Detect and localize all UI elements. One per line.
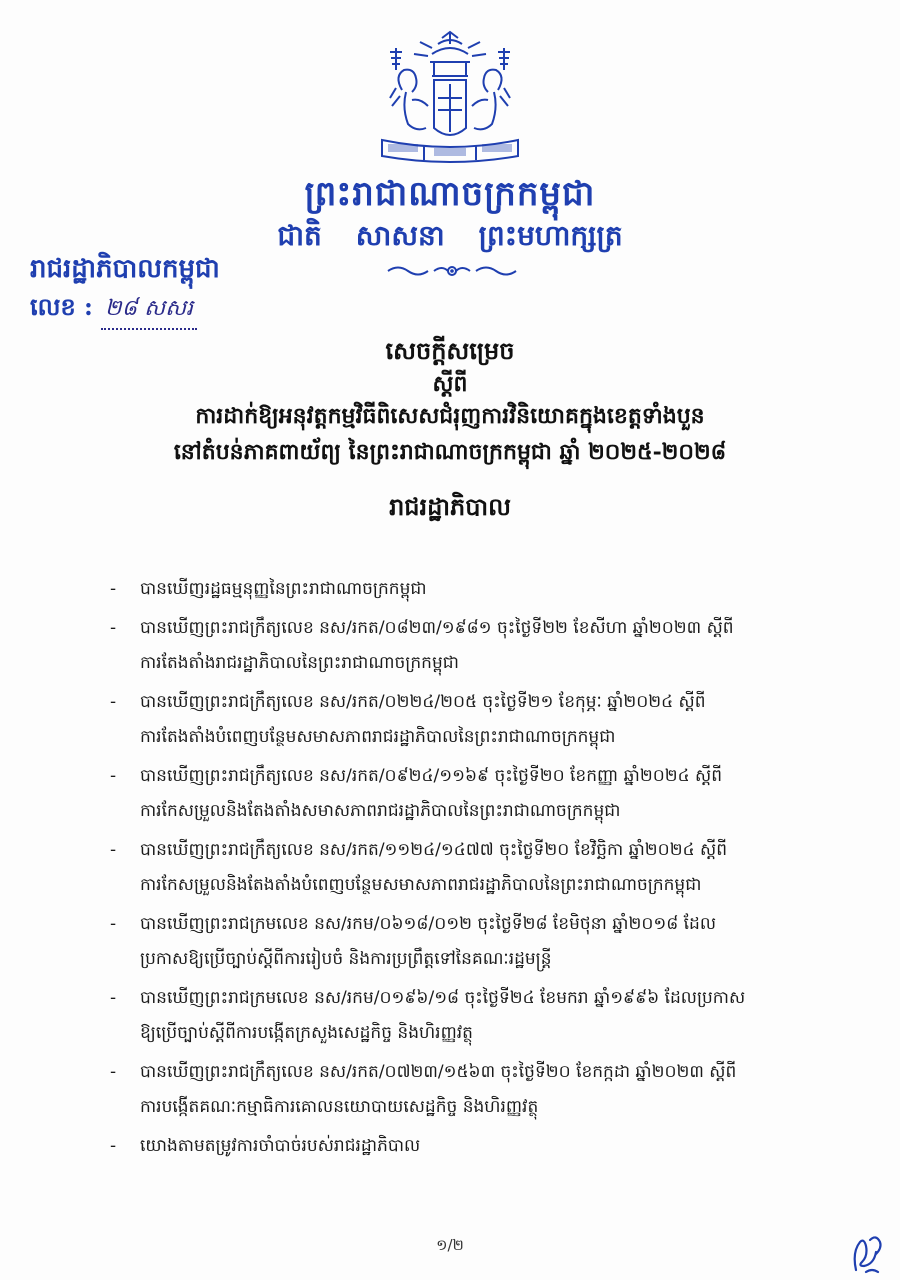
about-heading: ស្តីពី: [432, 371, 468, 397]
royal-coat-of-arms-icon: [372, 28, 528, 168]
page-number: ១/២: [436, 1236, 464, 1254]
motto-religion: សាសនា: [355, 219, 445, 252]
reference-label: លេខ :: [30, 292, 93, 321]
subject-line-2: នៅតំបន់ភាគពាយ័ព្យ នៃព្រះរាជាណាចក្រកម្ពុជា ឆ្នាំ ២០២៥-២០២៨: [173, 439, 727, 465]
list-item-text: ការកែសម្រួលនិងតែងតាំងសមាសភាពរាជរដ្ឋាភិបាលនៃព្រះរាជាណាចក្រកម្ពុជា: [140, 801, 621, 821]
list-item-text: យោងតាមតម្រូវការចាំបាច់របស់រាជរដ្ឋាភិបាល: [140, 1136, 421, 1156]
list-bullet: -: [110, 618, 117, 638]
list-item: [110, 833, 850, 903]
list-item-text: ការតែងតាំងរាជរដ្ឋាភិបាលនៃព្រះរាជាណាចក្រកម្ពុជា: [140, 653, 459, 673]
decorative-divider-icon: [384, 262, 520, 280]
list-item-text: ការតែងតាំងបំពេញបន្ថែមសមាសភាពរាជរដ្ឋាភិបាលនៃព្រះរាជាណាចក្រកម្ពុជា: [140, 727, 616, 747]
list-item-text: ប្រកាសឱ្យប្រើច្បាប់ស្តីពីការរៀបចំ និងការប្រព្រឹត្តទៅនៃគណៈរដ្ឋមន្ត្រី: [140, 949, 552, 969]
list-item: [110, 759, 850, 829]
reference-value: ២៨ សសរ: [101, 294, 197, 330]
list-item-text: បានឃើញព្រះរាជក្រឹត្យលេខ នស/រកត/០៧២៣/១៥៦៣ ចុះថ្ងៃទី២០ ខែកក្កដា ឆ្នាំ២០២៣ ស្តីពី: [140, 1062, 737, 1082]
list-bullet: -: [110, 766, 117, 786]
list-bullet: -: [110, 914, 117, 934]
list-item: [110, 907, 850, 977]
issuing-authority: រាជរដ្ឋាភិបាលកម្ពុជា: [30, 254, 220, 284]
list-item-text: បានឃើញរដ្ឋធម្មនុញ្ញនៃព្រះរាជាណាចក្រកម្ពុជា: [140, 579, 427, 599]
list-bullet: -: [110, 988, 117, 1008]
list-bullet: -: [110, 692, 117, 712]
issuing-body-heading: រាជរដ្ឋាភិបាល: [389, 492, 511, 521]
legal-basis-list: [110, 572, 850, 1164]
list-item-text: បានឃើញព្រះរាជក្រឹត្យលេខ នស/រកត/០៨២៣/១៩៨១ ចុះថ្ងៃទី២២ ខែសីហា ឆ្នាំ២០២៣ ស្តីពី: [140, 618, 734, 638]
list-item: [110, 572, 850, 607]
kingdom-title: ព្រះរាជាណាចក្រកម្ពុជា: [304, 174, 596, 214]
list-bullet: -: [110, 1136, 117, 1156]
list-bullet: -: [110, 579, 117, 599]
list-item-text: ឱ្យប្រើច្បាប់ស្តីពីការបង្កើតក្រសួងសេដ្ឋកិច្ច និងហិរញ្ញវត្ថុ: [140, 1023, 473, 1043]
list-item-text: បានឃើញព្រះរាជក្រឹត្យលេខ នស/រកត/០៩២៤/១១៦៩ ចុះថ្ងៃទី២០ ខែកញ្ញា ឆ្នាំ២០២៤ ស្តីពី: [140, 766, 723, 786]
list-item-text: បានឃើញព្រះរាជក្រមលេខ នស/រកម/០៦១៨/០១២ ចុះថ្ងៃទី២៨ ខែមិថុនា ឆ្នាំ២០១៨ ដែល: [140, 914, 717, 934]
list-item-text: បានឃើញព្រះរាជក្រមលេខ នស/រកម/០១៩៦/១៨ ចុះថ្ងៃទី២៤ ខែមករា ឆ្នាំ១៩៩៦ ដែលប្រកាស: [140, 988, 746, 1008]
motto-nation: ជាតិ: [277, 219, 322, 252]
list-item: [110, 611, 850, 681]
list-bullet: -: [110, 1062, 117, 1082]
list-bullet: -: [110, 840, 117, 860]
motto-king: ព្រះមហាក្សត្រ: [478, 219, 623, 252]
list-item: [110, 1129, 850, 1164]
subject-line-1: ការដាក់ឱ្យអនុវត្តកម្មវិធីពិសេសជំរុញការវិនិយោគក្នុងខេត្តទាំងបួន: [195, 403, 705, 429]
list-item-text: បានឃើញព្រះរាជក្រឹត្យលេខ នស/រកត/១១២៤/១៤៧៧ ចុះថ្ងៃទី២០ ខែវិច្ឆិកា ឆ្នាំ២០២៤ ស្តីពី: [140, 840, 727, 860]
list-item: [110, 685, 850, 755]
list-item-text: ការកែសម្រួលនិងតែងតាំងបំពេញបន្ថែមសមាសភាពរាជរដ្ឋាភិបាលនៃព្រះរាជាណាចក្រកម្ពុជា: [140, 875, 702, 895]
list-item-text: ការបង្កើតគណៈកម្មាធិការគោលនយោបាយសេដ្ឋកិច្ច និងហិរញ្ញវត្ថុ: [140, 1097, 539, 1117]
list-item: [110, 1055, 850, 1125]
list-item: [110, 981, 850, 1051]
reference-number: [30, 292, 197, 330]
document-type-heading: សេចក្តីសម្រេច: [385, 336, 515, 365]
list-item-text: បានឃើញព្រះរាជក្រឹត្យលេខ នស/រកត/០២២៤/២០៥ ចុះថ្ងៃទី២១ ខែកុម្ភៈ ឆ្នាំ២០២៤ ស្តីពី: [140, 692, 706, 712]
handwritten-initials-icon: [846, 1230, 886, 1276]
